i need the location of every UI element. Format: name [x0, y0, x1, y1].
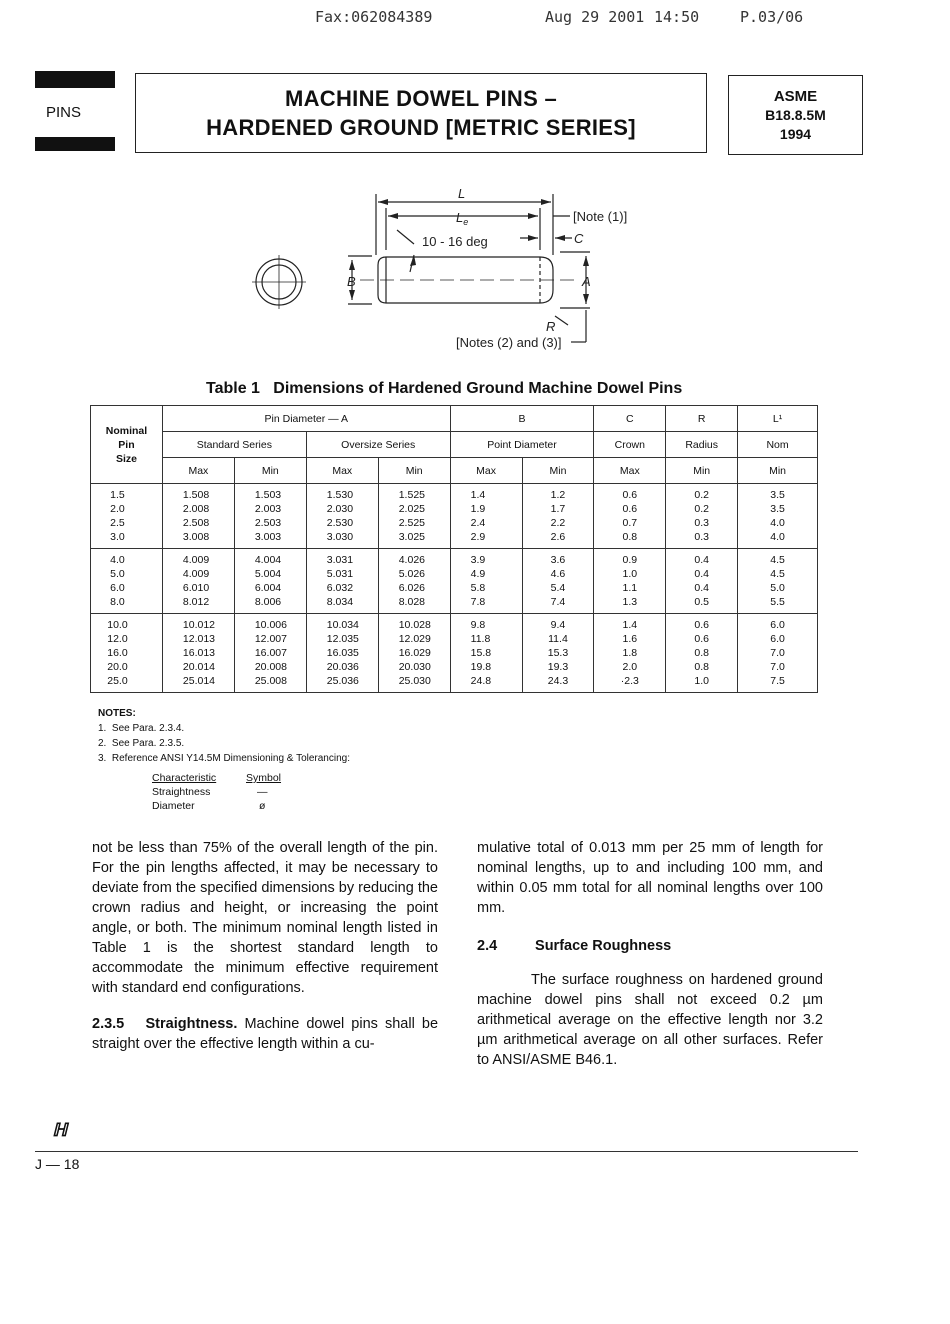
table-value: 0.4 — [694, 582, 709, 594]
table-value: 11.4 — [548, 633, 568, 645]
table-cell-l-min — [738, 484, 818, 549]
note-3: 3. Reference ANSI Y14.5M Dimensioning & Tolerancing: — [98, 753, 350, 764]
legend-header-characteristic: Characteristic — [152, 772, 217, 784]
table-value: 11.8 — [470, 633, 491, 645]
table-value: 0.4 — [694, 568, 709, 580]
table-value: 2.0 — [110, 503, 125, 515]
table-value: 5.026 — [398, 568, 425, 580]
header-point-diameter: Point Diameter — [450, 432, 594, 458]
table-value: 0.6 — [622, 503, 638, 515]
label-L: L — [458, 186, 466, 201]
table-value: 10.034 — [326, 619, 359, 631]
table-value: 24.8 — [470, 675, 492, 687]
legend-header-symbol: Symbol — [246, 772, 282, 784]
table-cell-std-min — [234, 484, 306, 549]
table-value: 3.025 — [398, 531, 425, 543]
header-pin-diameter: Pin Diameter — A — [162, 406, 450, 432]
table-value: 0.8 — [622, 531, 638, 543]
section-2-4-title: Surface Roughness — [535, 938, 672, 954]
table-value: 5.8 — [470, 582, 486, 594]
header-l: L¹ — [738, 406, 818, 432]
paragraph-straightness — [92, 1014, 438, 1054]
table-value: 12.0 — [107, 633, 128, 645]
table-value: 1.5 — [110, 489, 125, 501]
header-crown: Crown — [594, 432, 666, 458]
notes-heading: NOTES: — [98, 708, 136, 719]
table-value: 19.3 — [547, 661, 569, 673]
paragraph-surface-roughness: The surface roughness on hardened ground machine dowel pins shall not exceed 0.2 µm arithmetical average on the effective length nor 3.2 µm arithmetical average on all other surfaces. Refer to ANSI/ASME B46.1. — [477, 972, 823, 1068]
table-value: 19.8 — [470, 661, 492, 673]
table-value: 1.3 — [622, 596, 638, 608]
header-b-min: Min — [522, 458, 594, 484]
table-value: 1.2 — [550, 489, 566, 501]
table-value: 25.0 — [107, 675, 128, 687]
table-value: 10.028 — [398, 619, 431, 631]
standard-year: 1994 — [779, 126, 812, 142]
table-value: 6.032 — [326, 582, 354, 594]
table-value: 2.2 — [550, 517, 566, 529]
header-size: Size — [115, 452, 137, 465]
table-value: 0.5 — [694, 596, 709, 608]
table-value: 9.4 — [550, 619, 566, 631]
table-value: 3.0 — [110, 531, 125, 543]
table-value: 0.4 — [694, 554, 709, 566]
table-value: 0.7 — [622, 517, 638, 529]
table-value: 3.5 — [770, 489, 785, 501]
table-value: 6.0 — [770, 633, 785, 645]
header-ovr-min: Min — [378, 458, 450, 484]
table-value: 4.0 — [770, 517, 785, 529]
header-r-min: Min — [666, 458, 738, 484]
table-value: 20.0 — [107, 661, 128, 673]
table-value: 7.5 — [770, 675, 785, 687]
table-value: 4.5 — [770, 568, 785, 580]
table-value: 2.003 — [254, 503, 282, 515]
legend-straightness: Straightness — [152, 786, 211, 798]
table-value: 8.0 — [110, 596, 125, 608]
table-cell-ovr-max — [306, 614, 378, 693]
table-value: 8.012 — [182, 596, 210, 608]
table-row-group — [91, 614, 818, 693]
paragraph-effective-length: not be less than 75% of the overall length of the pin. For the pin lengths affected, it may be necessary to deviate from the specified dimensions by reducing the crown radius and height, or increasing the point angle, or both. The minimum nominal length listed in Table 1 is the shortest standard length to accommodate the minimum effective requirement with standard end configurations. — [92, 840, 438, 996]
table-value: 2.6 — [550, 531, 566, 543]
title-line-2: HARDENED GROUND [METRIC SERIES] — [206, 115, 636, 140]
section-2-4-heading — [477, 936, 823, 956]
table-value: 1.0 — [622, 568, 638, 580]
table-value: 2.508 — [182, 517, 210, 529]
side-tab-label: PINS — [46, 104, 82, 121]
label-B: B — [347, 274, 356, 289]
table-value: 4.5 — [770, 554, 785, 566]
standard-code: B18.8.5M — [765, 107, 826, 123]
section-2-3-5-text: Machine dowel pins shall be straight over the effective length within a cu- — [92, 1016, 439, 1052]
table-value: 10.012 — [182, 619, 216, 631]
table-value: 3.030 — [326, 531, 354, 543]
table-value: 4.009 — [182, 554, 210, 566]
table-value: 16.029 — [398, 647, 431, 659]
fax-page: P.03/06 — [740, 8, 804, 26]
header-nominal-pin-size — [91, 406, 163, 484]
standard-org: ASME — [773, 88, 818, 105]
table-value: 5.0 — [770, 582, 785, 594]
table-cell-ovr-max — [306, 549, 378, 614]
table-cell-b-max — [450, 549, 522, 614]
table-value: 4.6 — [550, 568, 566, 580]
table-value: 4.004 — [254, 554, 282, 566]
table-value: 7.4 — [550, 596, 566, 608]
table-value: 8.034 — [326, 596, 354, 608]
table-cell-ovr-min — [378, 484, 450, 549]
table-value: 16.013 — [182, 647, 216, 659]
table-value: 1.7 — [550, 503, 566, 515]
table-value: 25.036 — [326, 675, 359, 687]
table-value: 0.3 — [694, 517, 709, 529]
table-cell-c-max — [594, 484, 666, 549]
table-cell-r-min — [666, 484, 738, 549]
table-cell-std-max — [162, 614, 234, 693]
table-value: 8.006 — [254, 596, 282, 608]
header-r: R — [666, 406, 738, 432]
table-value: 6.0 — [770, 619, 785, 631]
page-number: J — 18 — [35, 1156, 80, 1172]
fax-date: Aug 29 2001 — [545, 8, 645, 26]
table-value: ·2.3 — [620, 675, 639, 687]
dowel-pin-figure — [0, 0, 950, 380]
table-value: 3.6 — [550, 554, 566, 566]
table-value: 1.508 — [182, 489, 210, 501]
note-2: 2. See Para. 2.3.5. — [98, 738, 185, 749]
table-row-group — [91, 484, 818, 549]
header-nominal: Nominal — [105, 424, 148, 437]
label-note1: [Note (1)] — [573, 209, 628, 224]
table-value: 12.007 — [254, 633, 287, 645]
table-value: 6.0 — [110, 582, 125, 594]
table-value: 3.5 — [770, 503, 785, 515]
footer-rule — [35, 1151, 858, 1152]
table-cell-r-min — [666, 549, 738, 614]
header-b-max: Max — [450, 458, 522, 484]
table-cell-c-max — [594, 614, 666, 693]
table-value: 25.008 — [254, 675, 287, 687]
table-value: 4.0 — [770, 531, 785, 543]
fax-number: Fax:062084389 — [315, 8, 433, 26]
header-oversize-series: Oversize Series — [306, 432, 450, 458]
table-value: 5.031 — [326, 568, 354, 580]
fax-time: 14:50 — [654, 8, 700, 26]
table-cell-std-min — [234, 614, 306, 693]
table-value: 2.025 — [398, 503, 425, 515]
table-value: 16.0 — [107, 647, 128, 659]
table-body — [91, 484, 818, 693]
dimensions-table — [90, 405, 818, 693]
table-value: 2.030 — [326, 503, 354, 515]
label-A: A — [582, 274, 591, 289]
table-value: 25.030 — [398, 675, 431, 687]
table-value: 16.007 — [254, 647, 287, 659]
table-value: 0.6 — [694, 619, 709, 631]
note-1: 1. See Para. 2.3.4. — [98, 723, 185, 734]
section-2-3-5-heading: 2.3.5 Straightness. — [92, 1016, 238, 1032]
table-value: 4.026 — [398, 554, 425, 566]
header-std-max: Max — [162, 458, 234, 484]
table-value: 0.2 — [694, 503, 709, 515]
table-value: 1.0 — [694, 675, 709, 687]
table-cell-r-min — [666, 614, 738, 693]
table-cell-b-max — [450, 484, 522, 549]
table-value: 7.0 — [770, 661, 785, 673]
table-value: 0.8 — [694, 647, 709, 659]
label-Le-main: L — [456, 210, 464, 225]
table-value: 0.9 — [622, 554, 638, 566]
table-value: 5.004 — [254, 568, 282, 580]
table-value: 0.8 — [694, 661, 709, 673]
table-value: 12.035 — [326, 633, 359, 645]
table-cell-ovr-min — [378, 614, 450, 693]
label-C: C — [574, 231, 584, 246]
table-title: Table 1 Dimensions of Hardened Ground Machine Dowel Pins — [206, 380, 683, 397]
header-pin: Pin — [118, 438, 135, 451]
table-cell-size — [91, 484, 163, 549]
header-l-min: Min — [738, 458, 818, 484]
notes — [98, 706, 350, 766]
table-value: 2.4 — [470, 517, 486, 529]
legend-diameter: Diameter — [152, 800, 195, 812]
legend-straightness-symbol: — — [257, 786, 268, 798]
table-value: 3.9 — [470, 554, 486, 566]
table-value: 3.031 — [326, 554, 354, 566]
table-value: 1.503 — [254, 489, 282, 501]
table-row-group — [91, 549, 818, 614]
legend-diameter-symbol: ø — [259, 800, 266, 812]
table-value: 1.1 — [622, 582, 638, 594]
table-value: 15.3 — [547, 647, 569, 659]
table-cell-l-min — [738, 549, 818, 614]
table-value: 0.6 — [622, 489, 638, 501]
table-value: 3.003 — [254, 531, 282, 543]
table-value: 20.008 — [254, 661, 287, 673]
table-value: 1.4 — [470, 489, 486, 501]
table-value: 10.0 — [107, 619, 128, 631]
table-cell-std-min — [234, 549, 306, 614]
table-value: 16.035 — [326, 647, 359, 659]
table-value: 4.009 — [182, 568, 210, 580]
header-std-min: Min — [234, 458, 306, 484]
table-value: 6.010 — [182, 582, 210, 594]
header-radius: Radius — [666, 432, 738, 458]
label-notes23: [Notes (2) and (3)] — [456, 335, 562, 350]
table-value: 6.004 — [254, 582, 282, 594]
table-cell-std-max — [162, 484, 234, 549]
header-nom: Nom — [738, 432, 818, 458]
table-value: 2.503 — [254, 517, 282, 529]
table-value: 5.0 — [110, 568, 125, 580]
table-value: 3.008 — [182, 531, 210, 543]
table-value: 7.8 — [470, 596, 486, 608]
table-cell-b-min — [522, 614, 594, 693]
header-c-max: Max — [594, 458, 666, 484]
table-value: 1.530 — [326, 489, 354, 501]
table-value: 20.014 — [182, 661, 216, 673]
table-cell-b-min — [522, 484, 594, 549]
label-Le — [456, 210, 468, 227]
table-cell-ovr-max — [306, 484, 378, 549]
symbol-legend — [152, 771, 281, 813]
table-cell-size — [91, 549, 163, 614]
table-value: 4.9 — [470, 568, 486, 580]
table-value: 1.4 — [622, 619, 638, 631]
table-value: 2.530 — [326, 517, 354, 529]
table-value: 0.3 — [694, 531, 709, 543]
text-column-right — [477, 838, 823, 1084]
table-cell-ovr-min — [378, 549, 450, 614]
text-column-left — [92, 838, 438, 1068]
table-value: 6.026 — [398, 582, 425, 594]
table-value: 20.036 — [326, 661, 359, 673]
table-value: 9.8 — [470, 619, 486, 631]
table-value: 2.9 — [470, 531, 486, 543]
table-cell-b-max — [450, 614, 522, 693]
table-value: 1.6 — [622, 633, 638, 645]
header-ovr-max: Max — [306, 458, 378, 484]
table-cell-l-min — [738, 614, 818, 693]
table-value: 7.0 — [770, 647, 785, 659]
table-value: 2.525 — [398, 517, 425, 529]
table-value: 5.4 — [550, 582, 566, 594]
publisher-logo: ℍ — [52, 1120, 68, 1140]
table-cell-size — [91, 614, 163, 693]
table-value: 0.6 — [694, 633, 709, 645]
table-value: 0.2 — [694, 489, 709, 501]
table-cell-b-min — [522, 549, 594, 614]
table-value: 20.030 — [398, 661, 431, 673]
title-line-1: MACHINE DOWEL PINS – — [284, 86, 558, 111]
header-c: C — [594, 406, 666, 432]
table-cell-c-max — [594, 549, 666, 614]
paragraph-straightness-cont: mulative total of 0.013 mm per 25 mm of length for nominal lengths, up to and including 100 mm, and within 0.05 mm total for all nominal lengths over 100 mm. — [477, 840, 823, 916]
table-value: 1.9 — [470, 503, 486, 515]
table-value: 2.0 — [622, 661, 638, 673]
table-value: 4.0 — [110, 554, 125, 566]
label-Le-sub: e — [463, 217, 469, 227]
table-value: 15.8 — [470, 647, 492, 659]
table-value: 2.008 — [182, 503, 210, 515]
header-standard-series: Standard Series — [162, 432, 306, 458]
table-value: 24.3 — [547, 675, 569, 687]
table-value: 12.013 — [182, 633, 216, 645]
table-value: 1.8 — [622, 647, 638, 659]
table-value: 25.014 — [182, 675, 216, 687]
table-value: 10.006 — [254, 619, 287, 631]
table-value: 1.525 — [398, 489, 425, 501]
label-angle: 10 - 16 deg — [422, 234, 488, 249]
header-b: B — [450, 406, 594, 432]
table-value: 2.5 — [110, 517, 125, 529]
table-value: 5.5 — [770, 596, 785, 608]
label-R: R — [546, 319, 556, 334]
table-value: 12.029 — [398, 633, 431, 645]
table-cell-std-max — [162, 549, 234, 614]
table-value: 8.028 — [398, 596, 425, 608]
section-2-4-number: 2.4 — [477, 938, 498, 954]
